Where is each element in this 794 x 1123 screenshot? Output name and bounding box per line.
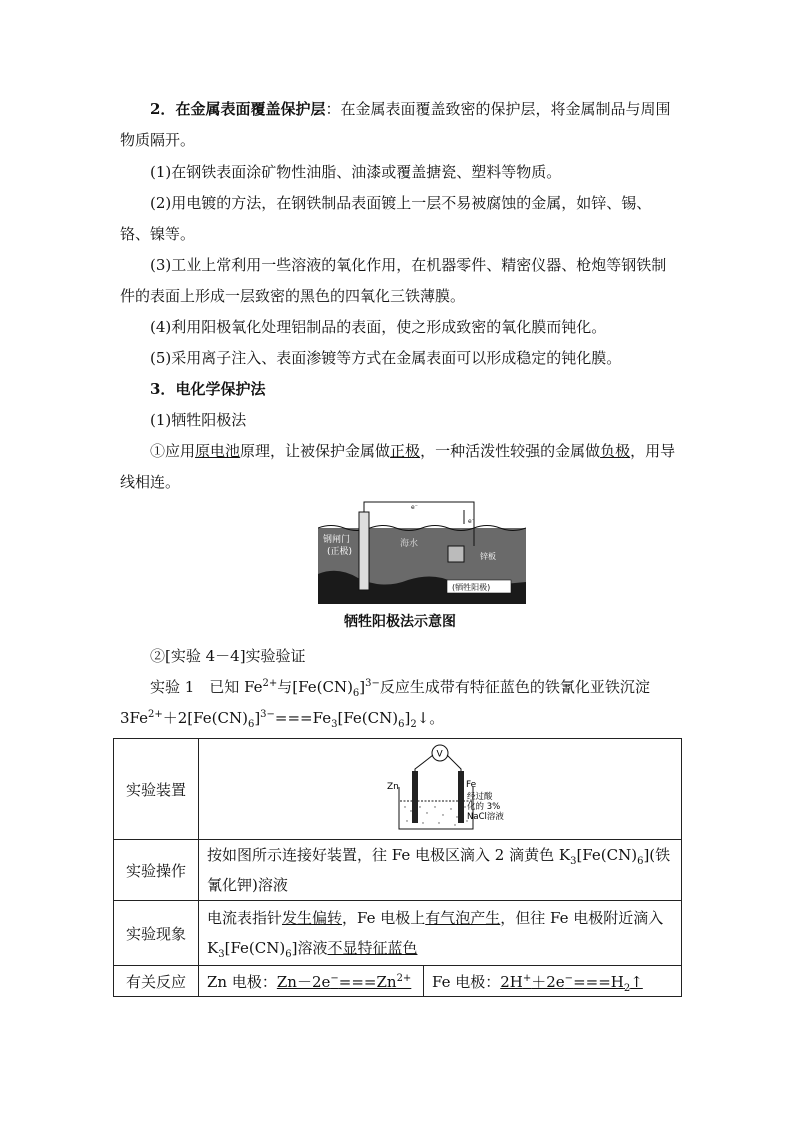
section-2-number: 2． [150, 100, 176, 118]
row-header: 实验装置 [114, 739, 199, 840]
zn-label: Zn [387, 782, 399, 792]
zn-electrode [412, 771, 418, 823]
solution-label-1: 经过酸 [467, 792, 493, 802]
row-header: 实验操作 [114, 840, 199, 901]
section-2-text: ：在金属表面覆盖致密的保护层，将金属制品与周围物质隔开。 [120, 100, 671, 149]
electron-label: e⁻ [468, 518, 475, 525]
zn-reaction: $Zn-2e^-===Zn^{2+}$ [276, 972, 412, 991]
circle-1-paragraph: ①应用原电池原理，让被保护金属做正极，一种活泼性较强的金属做负极，用导线相连。 [120, 442, 676, 491]
apparatus-cell [199, 739, 682, 840]
zinc-plate [448, 546, 464, 562]
row-header: 有关反应 [114, 966, 199, 997]
row-header: 实验现象 [114, 901, 199, 966]
solution-label-2: 化的 3% [467, 802, 501, 812]
sea-label: 海水 [400, 539, 419, 549]
figure-caption: 牺牲阳极法示意图 [344, 614, 456, 630]
section-3-heading [120, 374, 680, 405]
fe-electrode [458, 771, 464, 823]
steel-gate [359, 512, 369, 590]
item-2: (2)用电镀的方法，在钢铁制品表面镀上一层不易被腐蚀的金属，如锌、锡、铬、镍等。 [120, 194, 652, 243]
item-5: (5)采用离子注入、表面渗镀等方式在金属表面可以形成稳定的钝化膜。 [150, 349, 622, 367]
galvanic-cell-diagram [365, 741, 515, 837]
circle-2: ②[实验 4－4]实验验证 [150, 647, 306, 665]
section-2-paragraph [120, 94, 680, 156]
underlined-term: 负极 [600, 442, 631, 460]
table-row [114, 966, 682, 997]
experiment-1-intro: 实验 1 已知 $Fe^{2+}$与$[Fe(CN)_6]^{3-}$反应生成带有特征蓝色的铁氰化亚铁沉淀 [150, 678, 650, 699]
phenomenon-cell: 电流表指针发生偏转，Fe 电极上有气泡产生，但往 Fe 电极附近滴入 $K_3[Fe(CN)_6]$溶液不显特征蓝色 [199, 901, 682, 966]
fe-label: Fe [466, 780, 477, 790]
voltmeter-label: V [436, 749, 443, 760]
solution-label-3: NaCl溶液 [467, 812, 504, 822]
wire-right [447, 755, 461, 773]
gate-label-2: (正极) [327, 547, 353, 557]
table-row [114, 739, 682, 840]
zn-reaction-cell: Zn 电极：$Zn-2e^-===Zn^{2+}$ [199, 966, 424, 997]
subsection-1: (1)牺牲阳极法 [150, 411, 247, 429]
item-4: (4)利用阳极氧化处理铝制品的表面，使之形成致密的氧化膜而钝化。 [150, 318, 607, 336]
underlined-term: 正极 [390, 442, 421, 460]
table-row [114, 901, 682, 966]
wire-left [415, 755, 433, 773]
experiment-table [113, 738, 682, 997]
section-3-title: 电化学保护法 [175, 380, 266, 398]
item-3: (3)工业上常利用一些溶液的氧化作用，在机器零件、精密仪器、枪炮等钢铁制件的表面上形成一层致密的黑色的四氧化三铁薄膜。 [120, 256, 667, 305]
reaction-equation: $3Fe^{2+}+2[Fe(CN)_6]^{3-}===Fe_3[Fe(CN)_6]_2↓$。 [120, 709, 445, 730]
zinc-label: 锌板 [480, 552, 496, 561]
fe-reaction: $2H^++2e^-===H_2↑$ [500, 972, 643, 994]
sacrificial-anode-diagram [318, 498, 526, 604]
section-3-number: 3． [150, 380, 176, 398]
item-1: (1)在钢铁表面涂矿物性油脂、油漆或覆盖搪瓷、塑料等物质。 [150, 163, 562, 181]
gate-label: 钢闸门 [323, 535, 351, 545]
underlined-term: 原电池 [195, 442, 241, 460]
operation-cell: 按如图所示连接好装置，往 Fe 电极区滴入 2 滴黄色 $K_3[Fe(CN)_6]$(铁氰化钾)溶液 [199, 840, 682, 901]
anode-label: (牺牲阳极) [452, 583, 491, 592]
table-row [114, 840, 682, 901]
fe-reaction-cell: Fe 电极：$2H^++2e^-===H_2↑$ [424, 966, 682, 997]
section-2-title: 在金属表面覆盖保护层 [175, 100, 326, 118]
electron-label: e⁻ [411, 504, 418, 511]
